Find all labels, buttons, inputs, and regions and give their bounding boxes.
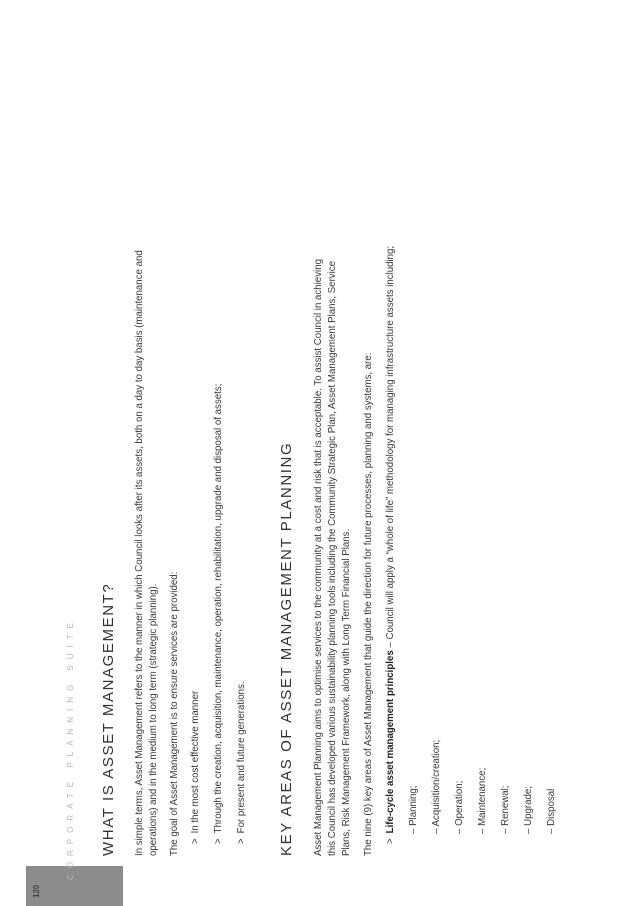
bullet-item xyxy=(235,681,249,844)
nine-areas-paragraph: The nine (9) key areas of Asset Management that guide the direction for future processes, planning and systems, are: xyxy=(363,352,374,856)
key-areas-paragraph-line-3: Plans, Risk Management Framework, along with Long Term Financial Plans. xyxy=(341,528,352,856)
lifecycle-subitem: – Acquisition/creation; xyxy=(431,739,442,834)
lifecycle-text: – Council will apply a “whole of life” methodology for managing infrastructure assets including; xyxy=(385,245,396,651)
page-number: 120 xyxy=(32,884,41,898)
bullet-marker: > xyxy=(190,838,201,844)
bullet-text: In the most cost effective manner xyxy=(190,690,201,834)
bullet-item xyxy=(212,384,226,844)
bullet-marker: > xyxy=(213,838,224,844)
key-areas-paragraph-line-1: Asset Management Planning aims to optimise services to the community at a cost and risk that is acceptable. To assist Council in achieving xyxy=(313,259,324,856)
key-areas-paragraph-line-2: this Council has developed various sustainability planning tools including the Community Strategic Plan, Asset Management Plans, Service xyxy=(327,260,338,856)
bullet-item xyxy=(189,691,203,844)
bullet-text: Through the creation, acquisition, maintenance, operation, rehabilitation, upgrade and disposal of assets; xyxy=(213,383,224,834)
running-title: CORPORATE PLANNING SUITE xyxy=(66,617,75,880)
section-heading-what-is-asset-management: WHAT IS ASSET MANAGEMENT? xyxy=(100,582,117,856)
lifecycle-bullet xyxy=(384,246,398,844)
lifecycle-subitem: – Planning; xyxy=(408,785,419,834)
lifecycle-subitem: – Maintenance; xyxy=(477,767,488,834)
goal-paragraph: The goal of Asset Management is to ensure services are provided: xyxy=(169,571,180,856)
lifecycle-subitem: – Upgrade; xyxy=(523,786,534,834)
intro-paragraph-line-1: In simple terms, Asset Management refers to the manner in which Council looks after its assets, both on a day to day basis (maintenance and xyxy=(134,250,145,856)
bullet-marker: > xyxy=(385,838,396,844)
lifecycle-subitem: – Disposal xyxy=(546,788,557,834)
lifecycle-subitem: – Renewal; xyxy=(500,785,511,834)
intro-paragraph-line-2: operations) and in the medium to long term (strategic planning). xyxy=(148,583,159,856)
bullet-text: For present and future generations. xyxy=(236,681,247,834)
lifecycle-bold-label: Life-cycle asset management principles xyxy=(385,650,396,834)
section-heading-key-areas: KEY AREAS OF ASSET MANAGEMENT PLANNING xyxy=(278,441,295,856)
lifecycle-subitem: – Operation; xyxy=(454,780,465,834)
bullet-marker: > xyxy=(236,838,247,844)
rotated-content xyxy=(92,36,562,856)
